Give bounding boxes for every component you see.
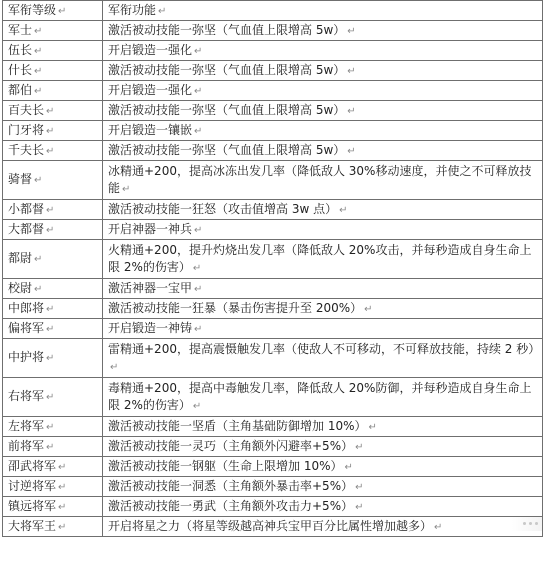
rank-cell: 大将军王 ↵ (3, 517, 103, 537)
paragraph-mark: ↵ (347, 25, 356, 37)
rank-cell: 右将军 ↵ (3, 378, 103, 417)
paragraph-mark: ↵ (368, 421, 377, 433)
paragraph-mark: ↵ (194, 125, 203, 137)
paragraph-mark: ↵ (434, 521, 443, 533)
paragraph-mark: ↵ (347, 65, 356, 77)
paragraph-mark: ↵ (34, 45, 43, 57)
paragraph-mark: ↵ (194, 224, 203, 236)
rank-cell: 百夫长 ↵ (3, 101, 103, 121)
function-cell: 开启锻造一强化 ↵ (103, 81, 543, 101)
paragraph-mark: ↵ (58, 501, 67, 513)
table-body (3, 21, 543, 537)
function-cell: 激活被动技能一弥坚（气血值上限增高 5w） ↵ (103, 101, 543, 121)
paragraph-mark: ↵ (194, 45, 203, 57)
paragraph-mark: ↵ (355, 481, 364, 493)
paragraph-mark: ↵ (192, 262, 202, 274)
paragraph-mark: ↵ (344, 461, 353, 473)
paragraph-mark: ↵ (339, 204, 348, 216)
header-rank: 军衔等级 ↵ (3, 1, 103, 21)
table-row (3, 279, 543, 299)
paragraph-mark: ↵ (34, 254, 43, 265)
table-row (3, 121, 543, 141)
rank-cell: 中护将 ↵ (3, 339, 103, 378)
table-row (3, 21, 543, 41)
paragraph-mark: ↵ (34, 175, 43, 186)
paragraph-mark: ↵ (46, 125, 55, 137)
header-function: 军衔功能 ↵ (103, 1, 543, 21)
function-cell: 毒精通+200，提高中毒触发几率，降低敌人 20%防御，并每秒造成自身生命上限 2%的伤害） ↵ (103, 378, 543, 417)
table-row (3, 339, 543, 378)
paragraph-mark: ↵ (355, 501, 364, 513)
table-row (3, 497, 543, 517)
table-row (3, 220, 543, 240)
paragraph-mark: ↵ (34, 25, 43, 37)
paragraph-mark: ↵ (194, 283, 203, 295)
paragraph-mark: ↵ (110, 361, 119, 373)
paragraph-mark: ↵ (347, 145, 356, 157)
paragraph-mark: ↵ (34, 85, 43, 97)
table-row (3, 299, 543, 319)
paragraph-mark: ↵ (58, 5, 67, 17)
paragraph-mark: ↵ (34, 65, 43, 77)
table-row (3, 477, 543, 497)
table-row (3, 81, 543, 101)
paragraph-mark: ↵ (46, 204, 55, 216)
rank-cell: 千夫长 ↵ (3, 141, 103, 161)
function-cell: 激活神器一宝甲 ↵ (103, 279, 543, 299)
paragraph-mark: ↵ (46, 353, 55, 364)
paragraph-mark: ↵ (194, 85, 203, 97)
paragraph-mark: ↵ (46, 224, 55, 236)
function-cell: 开启神器一神兵 ↵ (103, 220, 543, 240)
table-row (3, 101, 543, 121)
rank-cell: 都尉 ↵ (3, 240, 103, 279)
function-cell: 激活被动技能一洞悉（主角额外暴击率+5%） ↵ (103, 477, 543, 497)
table-row (3, 319, 543, 339)
rank-cell: 前将军 ↵ (3, 437, 103, 457)
rank-cell: 门牙将 ↵ (3, 121, 103, 141)
paragraph-mark: ↵ (46, 421, 55, 433)
paragraph-mark: ↵ (46, 392, 55, 403)
function-cell: 开启将星之力（将星等级越高神兵宝甲百分比属性增加越多） ↵ (103, 517, 543, 537)
paragraph-mark: ↵ (364, 303, 373, 315)
paragraph-mark: ↵ (194, 323, 203, 335)
paragraph-mark: ↵ (46, 323, 55, 335)
rank-cell: 小都督 ↵ (3, 200, 103, 220)
function-cell: 开启锻造一神铸 ↵ (103, 319, 543, 339)
rank-function-table (2, 0, 543, 537)
rank-function-document (2, 0, 542, 537)
rank-cell: 偏将军 ↵ (3, 319, 103, 339)
table-row (3, 517, 543, 537)
paragraph-mark: ↵ (46, 105, 55, 117)
table-row (3, 457, 543, 477)
table-row (3, 61, 543, 81)
rank-cell: 什长 ↵ (3, 61, 103, 81)
rank-cell: 大都督 ↵ (3, 220, 103, 240)
function-cell: 激活被动技能一坚盾（主角基础防御增加 10%） ↵ (103, 417, 543, 437)
function-cell: 激活被动技能一弥坚（气血值上限增高 5w） ↵ (103, 61, 543, 81)
rank-cell: 中郎将 ↵ (3, 299, 103, 319)
paragraph-mark: ↵ (192, 400, 202, 412)
paragraph-mark: ↵ (58, 461, 67, 473)
rank-cell: 伍长 ↵ (3, 41, 103, 61)
table-row (3, 41, 543, 61)
function-cell: 激活被动技能一弥坚（气血值上限增高 5w） ↵ (103, 141, 543, 161)
rank-cell: 镇远将军 ↵ (3, 497, 103, 517)
function-cell: 激活被动技能一狂怒（攻击值增高 3w 点） ↵ (103, 200, 543, 220)
paragraph-mark: ↵ (58, 481, 67, 493)
function-cell: 激活被动技能一灵巧（主角额外闪避率+5%） ↵ (103, 437, 543, 457)
function-cell: 开启锻造一镶嵌 ↵ (103, 121, 543, 141)
function-cell: 火精通+200，提升灼烧出发几率（降低敌人 20%攻击，并每秒造成自身生命上限 2%的伤害） ↵ (103, 240, 543, 279)
table-row (3, 200, 543, 220)
paragraph-mark: ↵ (46, 441, 55, 453)
function-cell: 冰精通+200，提高冰冻出发几率（降低敌人 30%移动速度，并使之不可释放技能 ↵ (103, 161, 543, 200)
rank-cell: 左将军 ↵ (3, 417, 103, 437)
paragraph-mark: ↵ (46, 145, 55, 157)
paragraph-mark: ↵ (355, 441, 364, 453)
rank-cell: 骑督 ↵ (3, 161, 103, 200)
rank-cell: 卲武将军 ↵ (3, 457, 103, 477)
function-cell: 激活被动技能一弥坚（气血值上限增高 5w） ↵ (103, 21, 543, 41)
table-row (3, 417, 543, 437)
function-cell: 激活被动技能一狂暴（暴击伤害提升至 200%） ↵ (103, 299, 543, 319)
paragraph-mark: ↵ (347, 105, 356, 117)
function-cell: 激活被动技能一钢躯（生命上限增加 10%） ↵ (103, 457, 543, 477)
paragraph-mark: ↵ (46, 303, 55, 315)
paragraph-mark: ↵ (158, 5, 167, 17)
watermark (512, 517, 542, 531)
rank-cell: 军士 ↵ (3, 21, 103, 41)
function-cell: 激活被动技能一勇武（主角额外攻击力+5%） ↵ (103, 497, 543, 517)
table-row (3, 240, 543, 279)
table-row (3, 378, 543, 417)
paragraph-mark: ↵ (34, 283, 43, 295)
function-cell: 开启锻造一强化 ↵ (103, 41, 543, 61)
rank-cell: 校尉 ↵ (3, 279, 103, 299)
table-header-row (3, 1, 543, 21)
paragraph-mark: ↵ (122, 183, 131, 195)
rank-cell: 都伯 ↵ (3, 81, 103, 101)
function-cell: 雷精通+200，提高震慑触发几率（使敌人不可移动，不可释放技能，持续 2 秒）↵ (103, 339, 543, 378)
table-row (3, 437, 543, 457)
table-row (3, 141, 543, 161)
rank-cell: 讨逆将军 ↵ (3, 477, 103, 497)
paragraph-mark: ↵ (58, 521, 67, 533)
table-row (3, 161, 543, 200)
